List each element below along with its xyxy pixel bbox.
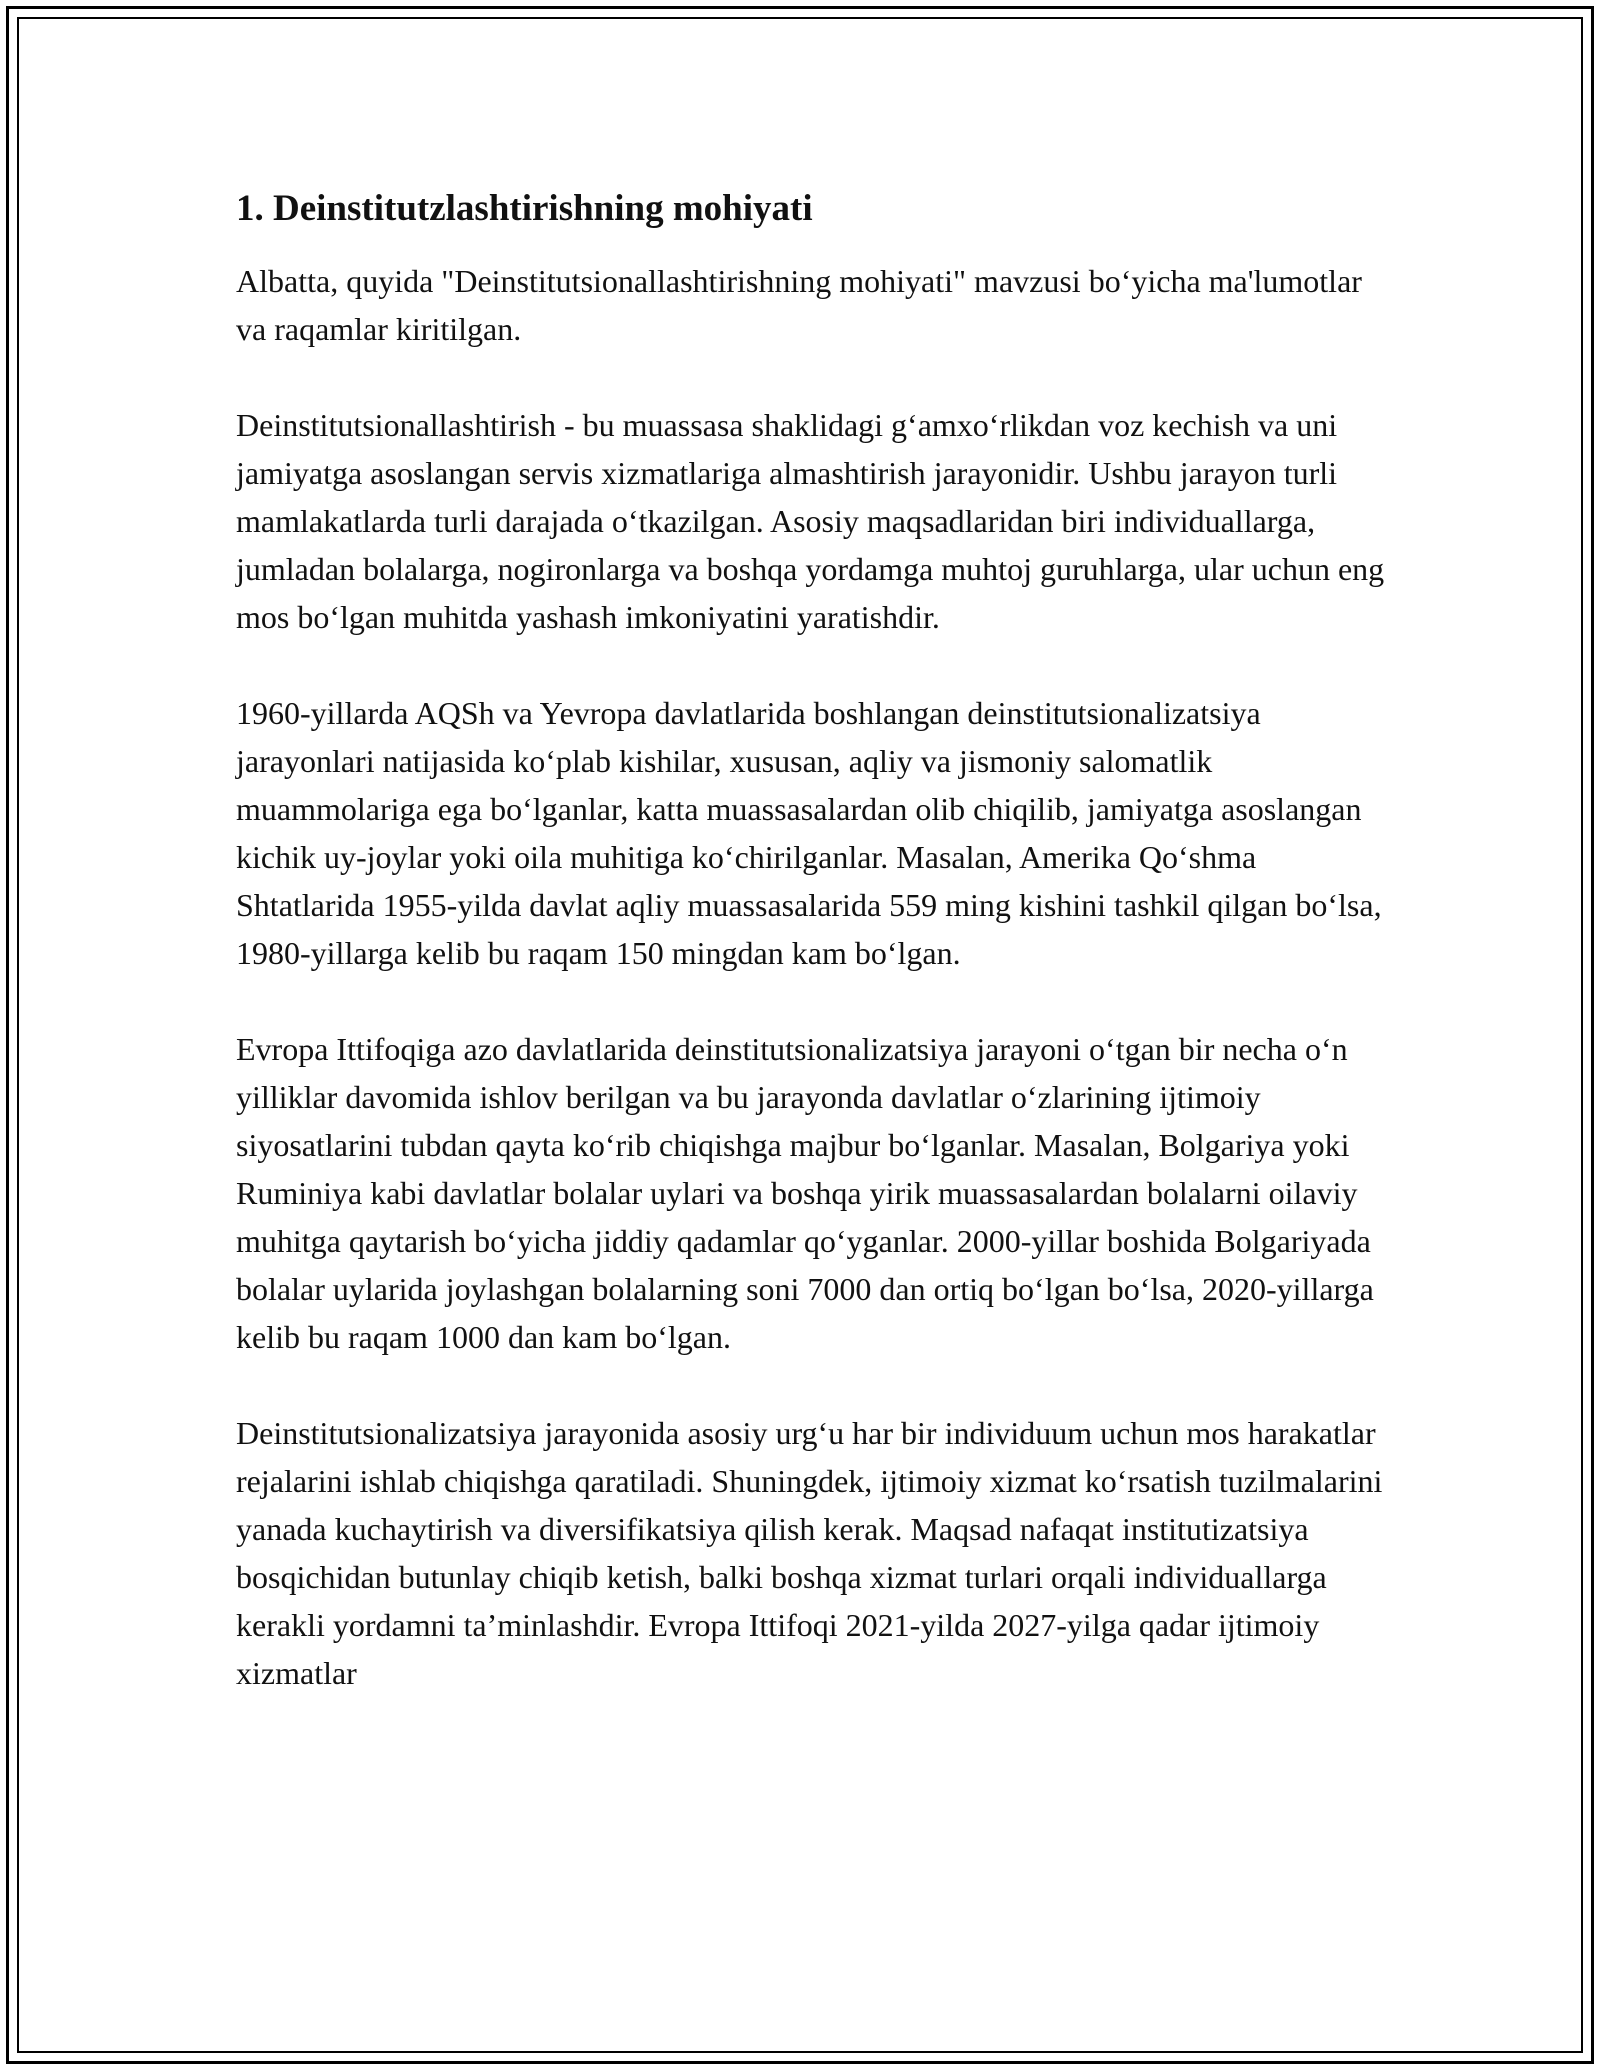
paragraph-intro: Albatta, quyida "Deinstitutsionallashtirishning mohiyati" mavzusi bo‘yicha ma'lumotlar va raqamlar kiritilgan. [236,263,1362,348]
section-heading: 1. Deinstitutzlashtirishning mohiyati [236,188,813,229]
paragraph-usa-history: 1960-yillarda AQSh va Yevropa davlatlarida boshlangan deinstitutsionalizatsiya jarayonlari natijasida ko‘plab kishilar, xususan, aqliy va jismoniy salomatlik muammolariga ega bo‘lganlar, katta muassasalardan olib chiqilib, jamiyatga asoslangan kichik uy-joylar yoki oila muhitiga ko‘chirilganlar. Masalan, Amerika Qo‘shma Shtatlarida 1955-yilda davlat aqliy muassasalarida 559 ming kishini tashkil qilgan bo‘lsa, 1980-yillarga kelib bu raqam 150 mingdan kam bo‘lgan. [236,695,1382,972]
document-body [236,185,1386,1697]
paragraph-focus: Deinstitutsionalizatsiya jarayonida asosiy urg‘u har bir individuum uchun mos harakatlar rejalarini ishlab chiqishga qaratiladi. Shuningdek, ijtimoiy xizmat ko‘rsatish tuzilmalarini yanada kuchaytirish va diversifikatsiya qilish kerak. Maqsad nafaqat institutizatsiya bosqichidan butunlay chiqib ketish, balki boshqa xizmat turlari orqali individuallarga kerakli yordamni ta’minlashdir. Evropa Ittifoqi 2021-yilda 2027-yilga qadar ijtimoiy xizmatlar [236,1415,1383,1692]
paragraph-definition: Deinstitutsionallashtirish - bu muassasa shaklidagi g‘amxo‘rlikdan voz kechish va uni jamiyatga asoslangan servis xizmatlariga almashtirish jarayonidir. Ushbu jarayon turli mamlakatlarda turli darajada o‘tkazilgan. Asosiy maqsadlaridan biri individuallarga, jumladan bolalarga, nogironlarga va boshqa yordamga muhtoj guruhlarga, ular uchun eng mos bo‘lgan muhitda yashash imkoniyatini yaratishdir. [236,407,1385,636]
paragraph-eu-countries: Evropa Ittifoqiga azo davlatlarida deinstitutsionalizatsiya jarayoni o‘tgan bir necha o‘n yilliklar davomida ishlov berilgan va bu jarayonda davlatlar o‘zlarining ijtimoiy siyosatlarini tubdan qayta ko‘rib chiqishga majbur bo‘lganlar. Masalan, Bolgariya yoki Ruminiya kabi davlatlar bolalar uylari va boshqa yirik muassasalardan bolalarni oilaviy muhitga qaytarish bo‘yicha jiddiy qadamlar qo‘yganlar. 2000-yillar boshida Bolgariyada bolalar uylarida joylashgan bolalarning soni 7000 dan ortiq bo‘lgan bo‘lsa, 2020-yillarga kelib bu raqam 1000 dan kam bo‘lgan. [236,1031,1374,1356]
